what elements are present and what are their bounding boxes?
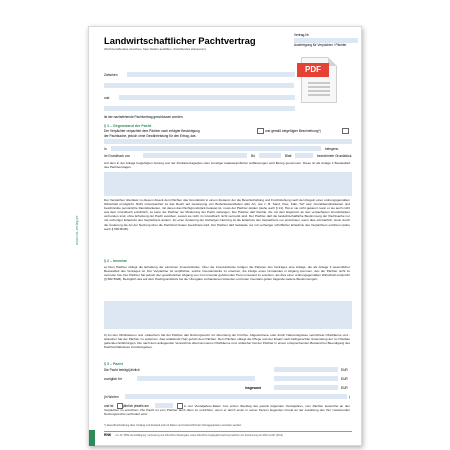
- section3-title: § 3 – Pacht: [104, 362, 123, 366]
- document-subtitle: (Nichtzutreffendes streichen, freie Stellen ausfüllen, Zutreffendes ankreuzen): [104, 47, 206, 51]
- concluded-text: ist der nachstehende Pachtvertrag geschlossen worden.: [104, 115, 184, 119]
- section3-text-a: und ist: [104, 404, 114, 408]
- zuzueglich-amount-field[interactable]: [274, 376, 338, 381]
- property-field[interactable]: [104, 139, 352, 144]
- section2-paragraph: a) Dem Pächter obliegt die Erhaltung der einzelnen Inventarstücke. Über die Inventarstücke fertigen die Parteien des Vertrages eine Anlage, die als Anlage 2 wesentlicher Bestandteil des Vertrages ist. Der Verpächter ist verpflichtet, solche Inventarstücke zu ersetzen, die infolge eines Umstandes in Abgang kommen, den der Pächter nicht zu vertreten hat. Der Pächter hat jedoch den gewöhnlichen Abgang von zum Inventar gehörenden Tieren insoweit zu ersetzen, als dies einer ordnungsgemäßen Wirtschaft entspricht (§ 582 BGB). Bezüglich des auf dem Pachtgrundstück bei der Übergabe vorhandenen lebenden und toten Inventars gelten folgende weitere Bestimmungen:: [104, 265, 350, 282]
- party2-field[interactable]: [119, 95, 295, 100]
- footer-green-bar: [89, 430, 95, 446]
- pacht-jaehrlich-label: Die Pacht beträgt jährlich: [104, 368, 140, 372]
- section1-text1: Der Verpächter verpachtet dem Pächter nach erfolgter Besichtigung: [104, 129, 200, 133]
- total-amount-field[interactable]: [274, 385, 338, 390]
- page-footer: [104, 431, 352, 437]
- close-paren: ): [349, 395, 351, 399]
- description-field[interactable]: [104, 172, 352, 196]
- bezeichnete-label: bezeichnete Grundstück.: [317, 154, 353, 158]
- pdf-badge: PDF: [297, 63, 329, 77]
- blatt-label: Blatt: [285, 154, 292, 158]
- zuzueglich-field[interactable]: [137, 376, 255, 381]
- pacht-amount-field[interactable]: [274, 367, 338, 372]
- party2-address-field[interactable]: [104, 106, 295, 111]
- section1-text1b: und gemäß beigefügter Beschreibung*): [265, 129, 321, 133]
- zuzueglich-label: zuzüglich für: [104, 377, 122, 381]
- contract-number-block: [294, 33, 358, 47]
- document-title: Landwirtschaftlicher Pachtvertrag: [104, 35, 256, 46]
- party1-field[interactable]: [127, 72, 295, 77]
- copy-for-label: Ausfertigung für Verpächter / Pächter: [294, 43, 347, 47]
- in-worten-label: (in Worten: [104, 395, 119, 399]
- contract-number-label: Vertrag-Nr.: [294, 33, 310, 37]
- bd-label: Bd: [251, 154, 255, 158]
- section3-text-b: jährlich jeweils am: [123, 404, 149, 408]
- publisher-url: www.rnk-verlag.de: [75, 215, 79, 245]
- description-checkbox[interactable]: [342, 128, 349, 134]
- inventory-field[interactable]: [104, 301, 352, 329]
- in-label: in: [104, 147, 107, 151]
- verpaechter-paragraph: Der Verpächter überlässt zu diesem Zweck dem Pächter das Grundstück in einem Zustand, der die Bewirtschaftung und Fruchtziehung nach den Regeln einer ordnungsgemäßen Wirtschaft ermöglicht. Nicht mitverpachtet ist das Recht auf Gewinnung von Bodenbestandteilen aller Art, wie z. B. Sand, Kies, Kalk, Torf usw. Grunddienstbarkeiten und beschränkte persönliche Dienstbarkeiten, mit denen das Pachtgrundstück belastet ist, muss der Pächter dulden (siehe auch § 14). Hat er sie nicht gekannt, kann er sie auch nicht aus dem Grundbuch ersichtlich, so kann der Pächter nur Minderung der Pacht verlangen. Der Pächter darf Rechte, die mit dem Eigentum an den verpachteten Grundstücken verbunden sind, ohne Erhebung der Pacht ausüben, soweit sie nicht im Grundbuch nicht vermerkt sind. Der Pächter darf die landwirtschaftliche Bestimmung der Pachtsache nur mit vorheriger Erlaubnis des Verpächters ändern. Zu einer Änderung der bisherigen Nutzung ist die Erlaubnis des Verpächters nur einzuholen, wenn dies erforderlich, wenn durch die Änderung die Art der Nutzung über die Pachtzeit hinaus beeinflusst wird. Der Pächter darf Gebäude nur mit vorheriger schriftlicher Erlaubnis des Verpächters errichten (siehe auch § 590 BGB).: [104, 198, 350, 231]
- section3-paragraph: in vier Vierteljahres-Raten zum ersten Werktag des jeweils folgenden Vierteljahres, vom Pächter kostenfrei an den Verpächter zu entrichten. Die Pacht ist vom Pächter auch dann zu entrichten, wenn er durch einen in seiner Person liegenden Grund an der Ausübung des ihm zustehenden Nutzungsrechts verhindert wird.: [104, 404, 350, 417]
- and-label: und: [104, 96, 110, 100]
- contract-page: [75, 26, 362, 446]
- grundbuch-label: im Grundbuch von: [104, 154, 131, 158]
- inspection-checkbox[interactable]: [257, 128, 264, 134]
- eur-label-1: EUR: [341, 368, 348, 372]
- between-label: Zwischen: [104, 73, 118, 77]
- bd-field[interactable]: [259, 153, 281, 158]
- blatt-field[interactable]: [295, 153, 313, 158]
- party1-address-field[interactable]: [104, 83, 294, 88]
- footer-text: Art.-Nr. 555E Vervielfältigung, Verbreitung und öffentliche Wiedergabe sowie öffentliche Zugänglichmachung bedürfen der Zustimmung der RNK GmbH (2013): [115, 434, 283, 437]
- belegene-label: belegene,: [325, 147, 340, 151]
- pdf-icon[interactable]: [297, 57, 341, 105]
- section1-text2: der Pachtsache, jedoch ohne Gewährleistung für den Ertrag, das: [104, 134, 196, 138]
- eur-label-3: EUR: [341, 386, 348, 390]
- section2-title: § 2 – Inventar: [104, 259, 127, 263]
- in-worten-field[interactable]: [125, 394, 347, 399]
- section2b-paragraph: b) An den Obstbäumen und -sträuchern hat der Pächter das Nutzungsrecht zur Aberntung der Früchte. Abgestorbene oder durch Naturereignisse vernichtete Obstbäume und -sträucher hat der Pächter zu entfernen. Das anfallende Holz gehört dem Pächter. Dem Pächter obliegt die Pflege und der Ersatz nach fachgerechter Anwendung der im Obstbau geltenden Erfahrungen. Die nach dem anliegenden Verzeichnis übernommenen Obstbäume und -sträucher hat der Pächter in einem entsprechenden Bestand bei Beendigung des Pachtverhältnisses zurückzugeben.: [104, 333, 350, 350]
- insgesamt-label: Insgesamt: [245, 386, 261, 390]
- footnote: *) diese Beschreibung über Umfang und Zustand soll mit Datum und Unterschrift der Vertragsparteien versehen werden: [104, 424, 242, 427]
- location-field[interactable]: [111, 146, 321, 151]
- auszug-paragraph: Auf dem in der Anlage beigefügten Auszug aus der Flurkarte/Lageplan oder sonstiger katasteramtlicher Auffassungen wird Bezug genommen. Diese ist als Anlage 1 Bestandteil des Pachtvertrages.: [104, 161, 350, 170]
- eur-label-2: EUR: [341, 377, 348, 381]
- section1-title: § 1 – Gegenstand der Pacht: [104, 124, 152, 128]
- grundbuch-field[interactable]: [143, 153, 247, 158]
- footer-brand: RNK: [104, 433, 112, 437]
